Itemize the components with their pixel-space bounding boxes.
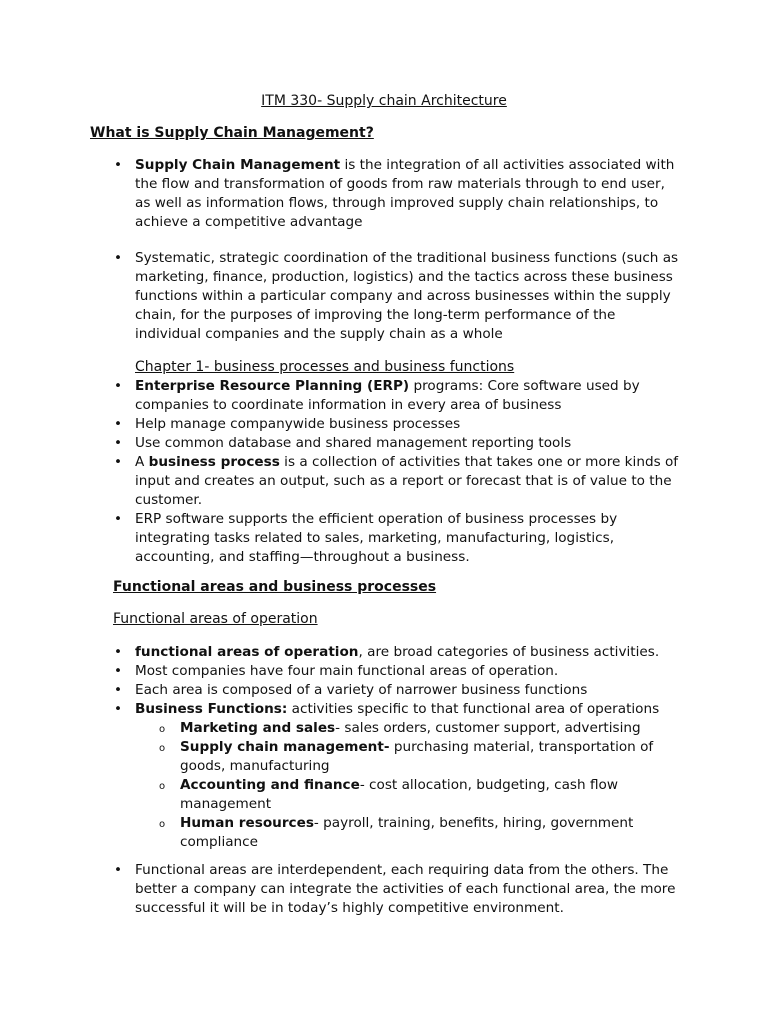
list-item bbox=[0, 861, 768, 918]
list-item-text: ERP software supports the efficient operation of business processes by integrating tasks related to sales, marketing, manufacturing, logistics, accounting, and staffing—throughout a business. bbox=[135, 511, 618, 565]
list-item bbox=[0, 643, 768, 662]
list-item bbox=[0, 249, 768, 344]
sublist-item-text: - sales orders, customer support, advertising bbox=[335, 720, 641, 736]
sublist-item bbox=[0, 738, 768, 776]
list-item-text: Systematic, strategic coordination of the traditional business functions (such as marketing, finance, production, logistics) and the tactics across these business functions within a particular company and across businesses within the supply chain, for the purposes of improving the long-term performance of the individual companies and the supply chain as a whole bbox=[135, 250, 679, 342]
list-item-text: Each area is composed of a variety of narrower business functions bbox=[135, 682, 588, 698]
business-functions-sublist bbox=[0, 719, 768, 852]
section-heading: What is Supply Chain Management? bbox=[90, 125, 374, 141]
scm-definition-list-2 bbox=[0, 249, 768, 344]
list-item bbox=[0, 662, 768, 681]
term-bold: business process bbox=[148, 454, 280, 470]
list-item-text: is a collection of activities that takes one or more kinds of input and creates an output, such as a report or forecast that is of value to the customer. bbox=[135, 454, 679, 508]
list-item bbox=[0, 700, 768, 719]
term-bold: Human resources bbox=[180, 815, 314, 831]
list-item-prefix: A bbox=[135, 454, 149, 470]
term-bold: Marketing and sales bbox=[180, 720, 336, 736]
chapter1-section bbox=[0, 358, 768, 377]
list-item bbox=[0, 510, 768, 567]
term-bold: Supply chain management- bbox=[180, 739, 390, 755]
list-item bbox=[0, 453, 768, 510]
list-item-text: Use common database and shared management reporting tools bbox=[135, 435, 572, 451]
functional-closing-list bbox=[0, 861, 768, 918]
sublist-item-text: - cost allocation, budgeting, cash flow management bbox=[180, 777, 618, 812]
document-title: ITM 330- Supply chain Architecture bbox=[261, 93, 507, 109]
section-heading: Functional areas and business processes bbox=[113, 579, 437, 595]
sublist-item-text: purchasing material, transportation of goods, manufacturing bbox=[180, 739, 654, 774]
sublist-item bbox=[0, 719, 768, 738]
term-bold: Business Functions: bbox=[135, 701, 288, 717]
section-what-is-scm bbox=[0, 124, 768, 143]
functional-subheading-block bbox=[0, 610, 768, 629]
term-bold: Enterprise Resource Planning (ERP) bbox=[135, 378, 410, 394]
list-item-text: is the integration of all activities associated with the flow and transformation of goods from raw materials through to end user, as well as information flows, through improved supply chain relationships, to achieve a competitive advantage bbox=[135, 157, 675, 230]
scm-definition-list bbox=[0, 156, 768, 232]
chapter1-list bbox=[0, 377, 768, 567]
list-item bbox=[0, 415, 768, 434]
term-bold: functional areas of operation bbox=[135, 644, 359, 660]
list-item bbox=[0, 434, 768, 453]
functional-list bbox=[0, 643, 768, 852]
list-item-text: Help manage companywide business processes bbox=[135, 416, 461, 432]
list-item bbox=[0, 681, 768, 700]
list-item-text: Functional areas are interdependent, each requiring data from the others. The better a company can integrate the activities of each functional area, the more successful it will be in today’s highly competitive environment. bbox=[135, 862, 676, 916]
list-item-text: , are broad categories of business activities. bbox=[358, 644, 660, 660]
list-item bbox=[0, 156, 768, 232]
list-item-text: activities specific to that functional area of operations bbox=[287, 701, 660, 717]
list-item bbox=[0, 377, 768, 415]
list-item-text: Most companies have four main functional areas of operation. bbox=[135, 663, 559, 679]
list-item-text: programs: Core software used by companies to coordinate information in every area of business bbox=[135, 378, 640, 413]
subsection-heading: Functional areas of operation bbox=[113, 611, 318, 627]
term-bold: Accounting and finance bbox=[180, 777, 360, 793]
sublist-item bbox=[0, 814, 768, 852]
term-bold: Supply Chain Management bbox=[135, 157, 341, 173]
functional-areas-section bbox=[0, 578, 768, 597]
chapter-heading: Chapter 1- business processes and business functions bbox=[135, 359, 515, 375]
sublist-item-text: - payroll, training, benefits, hiring, government compliance bbox=[180, 815, 634, 850]
sublist-item bbox=[0, 776, 768, 814]
